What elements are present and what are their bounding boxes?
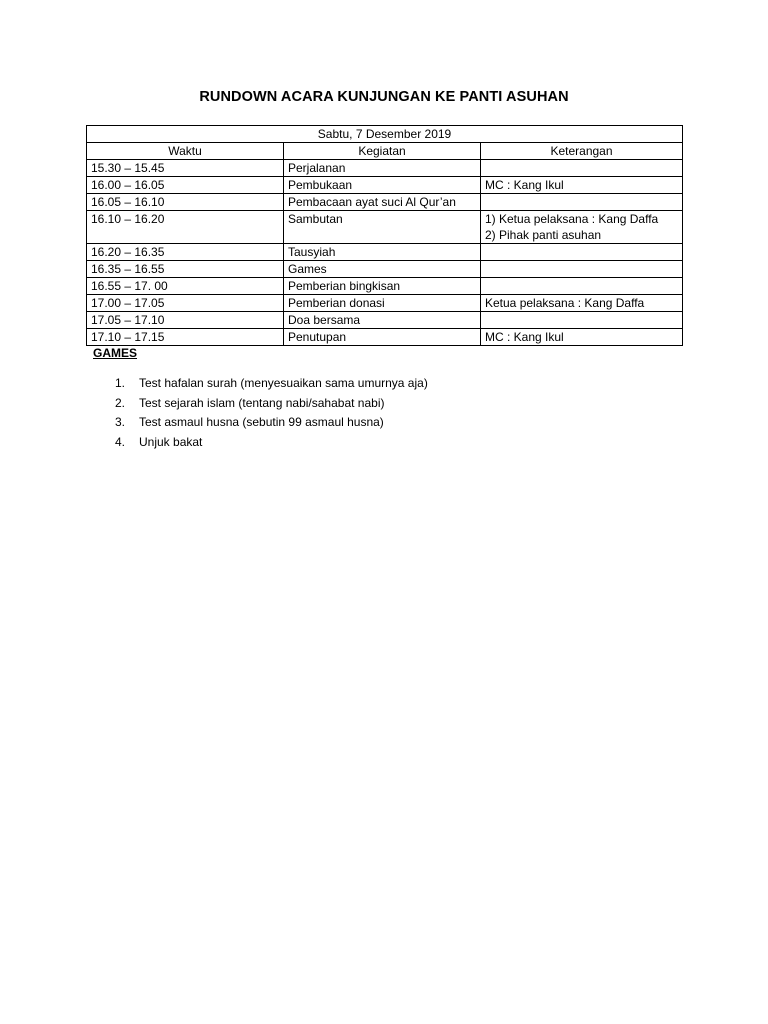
notes-cell [481, 160, 683, 177]
notes-line: 1) Ketua pelaksana : Kang Daffa [485, 212, 659, 226]
time-cell: 16.05 – 16.10 [87, 194, 284, 211]
activity-cell: Doa bersama [284, 312, 481, 329]
notes-cell [481, 211, 683, 244]
table-row [87, 261, 683, 278]
list-number: 2. [115, 395, 126, 410]
notes-cell [481, 312, 683, 329]
table-row [87, 160, 683, 177]
activity-cell: Tausyiah [284, 244, 481, 261]
activity-cell: Perjalanan [284, 160, 481, 177]
list-number: 4. [115, 434, 126, 449]
games-list [93, 374, 428, 452]
list-item-text: Unjuk bakat [139, 434, 203, 449]
activity-cell: Games [284, 261, 481, 278]
time-cell: 15.30 – 15.45 [87, 160, 284, 177]
table-row [87, 295, 683, 312]
activity-cell: Penutupan [284, 329, 481, 346]
table-row [87, 312, 683, 329]
time-cell: 16.35 – 16.55 [87, 261, 284, 278]
notes-cell [481, 194, 683, 211]
date-row [87, 126, 683, 143]
list-item-text: Test hafalan surah (menyesuaikan sama umurnya aja) [139, 376, 428, 390]
notes-line: Ketua pelaksana : Kang Daffa [485, 296, 645, 310]
rundown-body [87, 160, 683, 346]
games-list-item [93, 394, 428, 414]
header-keterangan: Keterangan [481, 143, 683, 160]
games-list-item [93, 433, 428, 453]
table-row [87, 329, 683, 346]
notes-line: MC : Kang Ikul [485, 330, 564, 344]
notes-cell [481, 278, 683, 295]
games-list-item [93, 374, 428, 394]
notes-cell [481, 244, 683, 261]
table-row [87, 194, 683, 211]
time-cell: 16.00 – 16.05 [87, 177, 284, 194]
table-row [87, 278, 683, 295]
header-row [87, 143, 683, 160]
time-cell: 16.10 – 16.20 [87, 211, 284, 244]
list-item-text: Test asmaul husna (sebutin 99 asmaul husna) [139, 415, 384, 429]
list-number: 1. [115, 376, 126, 390]
rundown-table [86, 125, 683, 346]
notes-line: 2) Pihak panti asuhan [485, 228, 602, 242]
time-cell: 16.55 – 17. 00 [87, 278, 284, 295]
table-row [87, 244, 683, 261]
games-heading: GAMES [93, 346, 138, 360]
activity-cell: Pembacaan ayat suci Al Qur’an [284, 194, 481, 211]
notes-cell [481, 329, 683, 346]
list-item-text: Test sejarah islam (tentang nabi/sahabat nabi) [139, 395, 385, 410]
table-row [87, 177, 683, 194]
activity-cell: Pembukaan [284, 177, 481, 194]
time-cell: 17.05 – 17.10 [87, 312, 284, 329]
date-cell: Sabtu, 7 Desember 2019 [87, 126, 683, 143]
notes-cell [481, 295, 683, 312]
activity-cell: Pemberian bingkisan [284, 278, 481, 295]
notes-line: MC : Kang Ikul [485, 178, 564, 192]
list-number: 3. [115, 415, 126, 429]
document-title: RUNDOWN ACARA KUNJUNGAN KE PANTI ASUHAN [199, 89, 569, 105]
activity-cell: Pemberian donasi [284, 295, 481, 312]
table-row [87, 211, 683, 244]
notes-cell [481, 261, 683, 278]
header-kegiatan: Kegiatan [284, 143, 481, 160]
time-cell: 17.10 – 17.15 [87, 329, 284, 346]
notes-cell [481, 177, 683, 194]
header-waktu: Waktu [87, 143, 284, 160]
time-cell: 17.00 – 17.05 [87, 295, 284, 312]
time-cell: 16.20 – 16.35 [87, 244, 284, 261]
games-list-item [93, 413, 428, 433]
activity-cell: Sambutan [284, 211, 481, 244]
